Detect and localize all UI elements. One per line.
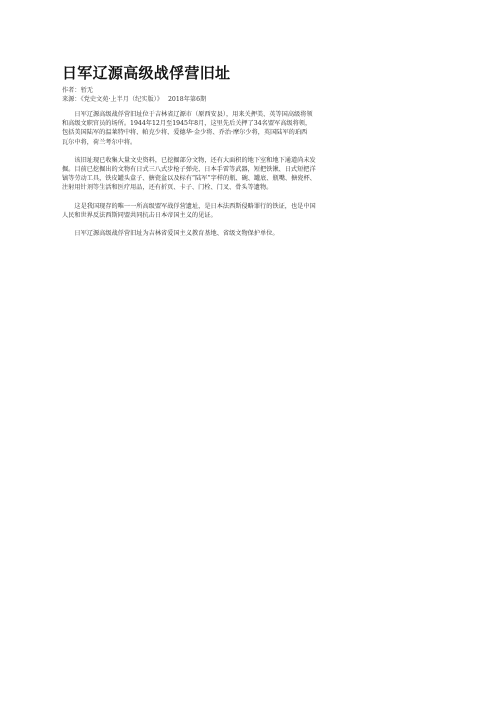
paragraph-2: [62, 156, 434, 193]
paragraph-line: 注射用针剂等生活和医疗用品，还有折页、卡子、门栓、门叉、骨头等遗物。: [62, 184, 273, 192]
author-name: 暂无: [80, 87, 93, 94]
article-page: [62, 64, 434, 247]
paragraph-1: [62, 110, 434, 147]
author-line: [62, 86, 434, 95]
paragraph-line: 日军辽源高级战俘营旧址为吉林省爱国主义教育基地、省级文物保护单位。: [74, 230, 279, 238]
source-label: 来源：: [62, 96, 81, 103]
source-journal: 《党史文苑·上半月（纪实版）》: [80, 96, 163, 103]
author-label: 作者：: [62, 87, 81, 94]
paragraph-line: 瓦尔中将，荷兰考尔中将。: [62, 138, 137, 146]
paragraph-line: 这是我国现存的唯一一所高级盟军战俘营遗址，是日本法西斯侵略罪行的铁证，也是中国: [74, 202, 316, 210]
source-line: [62, 95, 434, 104]
article-body: [62, 110, 434, 238]
article-title: 日军辽源高级战俘营旧址: [62, 64, 231, 82]
paragraph-line: 人民和世界反法西斯同盟共同抗击日本帝国主义的见证。: [62, 211, 217, 219]
paragraph-line: 该旧址现已收集大量文史资料，已挖掘部分文物，还有大面积的地下室和地下通道尚未发: [74, 156, 316, 164]
paragraph-line: 镐等劳动工具，铁皮罐头盒子、搪瓷盆以及标有“陆军”字样的瓶、碗、罐底、瓶嘴、搪瓷杯、: [62, 175, 316, 183]
paragraph-4: [62, 229, 434, 238]
source-issue: 2018年第6期: [167, 96, 207, 103]
paragraph-line: 掘。目前已挖掘出的文物有日式三八式步枪子弹壳、日本手雷等武器，短把铁锹、日式短把洋: [62, 166, 316, 174]
paragraph-line: 和高级文职官员的场所。1944年12月至1945年8月，这里先后关押了34名盟军高级将领，: [62, 120, 312, 128]
paragraph-line: 包括美国陆军的温莱特中将、帕克少将、爱德华·金少将、乔治·摩尔少将，英国陆军的珀西: [62, 129, 308, 137]
paragraph-line: 日军辽源高级战俘营旧址位于吉林省辽源市（原西安县），用来关押美、英等国高级将领: [74, 111, 313, 118]
paragraph-3: [62, 202, 434, 220]
